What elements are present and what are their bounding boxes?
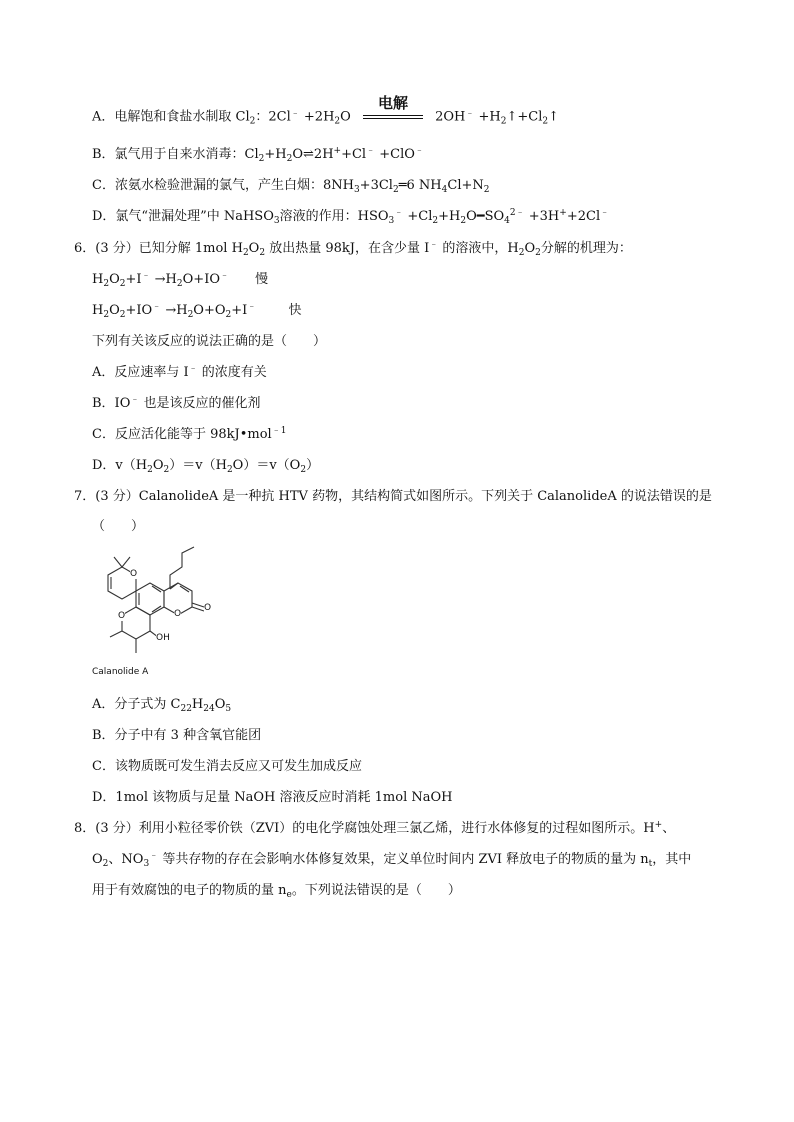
fig-label-o2: O [174, 609, 182, 619]
fig-label-oh: OH [156, 633, 170, 643]
q6-mechanism-step1: $H_2O_2+I^﹣ \to H_2O+IO^﹣$ 慢 [92, 271, 269, 289]
fig-label-o3: O [204, 603, 212, 613]
q8-stem-line3: 用于有效腐蚀的电子的物质的量 $n_e$。下列说法错误的是（ ） [92, 883, 461, 900]
q7-stem: 7．(3 分）CalanolideA 是一种抗 HTV 药物，其结构简式如图所示。下列关于 CalanolideA 的说法错误的是 [74, 489, 712, 504]
q6-option-b: B．IO﹣ 也是该反应的催化剂 [92, 395, 261, 411]
fig-caption: Calanolide A [92, 667, 149, 677]
q6-question: 下列有关该反应的说法正确的是（ ） [92, 334, 327, 349]
q5-option-b: B．氯气用于自来水消毒：$Cl_2+H_2O\rightleftharpoons 2H^++Cl^﹣ +ClO^﹣$ [92, 146, 424, 164]
q8-stem-line2: $O_2$、$NO_3^﹣$ 等共存物的存在会影响水体修复效果，定义单位时间内 ZVI 释放电子的物质的量为 $n_t$，其中 [92, 851, 692, 869]
q7-option-d: D．1mol 该物质与足量 NaOH 溶液反应时消耗 1mol NaOH [92, 790, 453, 805]
q7-option-a: A．分子式为 $C_{22}H_{24}O_5$ [92, 697, 232, 714]
calanolide-structure-svg [92, 545, 212, 681]
q6-option-d: D．$v(H_2O_2)=v(H_2O)=v(O_2)$ [92, 458, 320, 475]
q6-mechanism-step2: $H_2O_2+IO^﹣ \to H_2O+O_2+I^﹣$ 快 [92, 302, 302, 320]
fig-label-o1: O [130, 569, 138, 579]
calanolide-structure-figure [92, 545, 212, 681]
q7-option-b: B．分子中有 3 种含氧官能团 [92, 728, 262, 743]
q8-stem-line1: 8．(3 分）利用小粒径零价铁（ZVI）的电化学腐蚀处理三氯乙烯，进行水体修复的过程如图所示。H+、 [74, 820, 676, 836]
q5-option-d: D．氯气“泄漏处理”中 NaHSO$_3$溶液的作用：$HSO_3^﹣$ $+Cl_2+H_2O━SO_4^{2﹣} +3H^++2Cl^﹣$ [92, 208, 610, 226]
q5-option-c: C．浓氨水检验泄漏的氯气，产生白烟：$8NH_3+3Cl_2═6$ $NH_4Cl+N_2$ [92, 178, 490, 195]
q7-paren: （ ） [92, 519, 145, 534]
electrolysis-arrow: 电解 [359, 108, 427, 126]
fig-label-o4: O [118, 611, 126, 621]
q6-option-a: A．反应速率与 I﹣ 的浓度有关 [92, 364, 267, 380]
q6-option-c: C．反应活化能等于 98kJ•mol$^{﹣1}$ [92, 426, 287, 442]
q7-option-c: C．该物质既可发生消去反应又可发生加成反应 [92, 759, 362, 774]
q5-option-a: A．电解饱和食盐水制取 $Cl_2$：$2Cl^﹣ +2H_2O$ 电解 $2OH^﹣ +H_2↑+Cl_2↑$ [92, 94, 560, 127]
q6-stem: 6．(3 分）已知分解 1mol $H_2O_2$ 放出热量 98kJ，在含少量 I﹣ 的溶液中，$H_2O_2$分解的机理为： [74, 240, 632, 258]
